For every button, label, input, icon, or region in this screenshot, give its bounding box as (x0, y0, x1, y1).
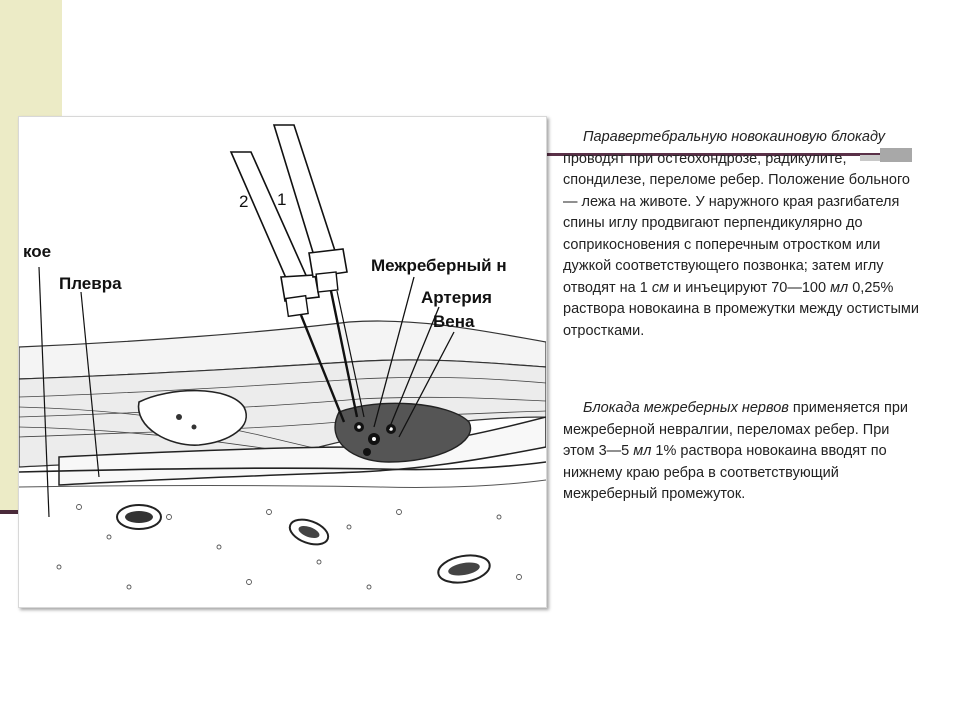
paragraph1-unit-cm: см (651, 279, 670, 296)
paragraph2-lead: Блокада межреберных нервов (583, 400, 789, 416)
anatomy-illustration (19, 117, 546, 607)
label-vein: Вена (433, 312, 475, 331)
label-pleura: Плевра (59, 274, 122, 293)
paragraph2-text-a: применяется при межреберной невралгии, переломах ребер. При этом 3—5 (563, 400, 909, 459)
paragraph2-unit-ml: мл (633, 443, 652, 459)
label-artery: Артерия (421, 288, 492, 307)
needle-label-1: 1 (277, 190, 287, 209)
paragraph1-text-a: проводят при остеохондрозе, радикулите, спондилезе, переломе ребер. Положение больного — лежа на животе. У наружного края разгибателя спины иглу продвигают перпендикулярно до соприкосновения с поперечным отростком или дужкой соответствующего позвонка; затем иглу отводят на 1 (563, 150, 910, 296)
paragraph1-text-c: 0,25% раствора новокаина в промежутки между остистыми отростками. (563, 279, 919, 339)
paragraph2-text-b: 1% раствора новокаина вводят по нижнему краю ребра в соответствующий межреберный промежуток. (563, 443, 887, 502)
anatomy-figure (18, 116, 547, 608)
label-nerve: Межреберный н (371, 256, 507, 275)
label-left-cut: кое (23, 242, 52, 261)
paragraph-paravertebral (563, 127, 923, 342)
paragraph-intercostal (563, 398, 923, 506)
paragraph1-lead: Паравертебральную новокаиновую блокаду (583, 129, 886, 145)
needle-label-2: 2 (239, 192, 249, 211)
lung-vessel-1-lumen (125, 511, 153, 523)
paragraph1-unit-ml: мл (830, 279, 849, 296)
paragraph1-text-b: и инъецируют 70—100 (669, 279, 831, 296)
